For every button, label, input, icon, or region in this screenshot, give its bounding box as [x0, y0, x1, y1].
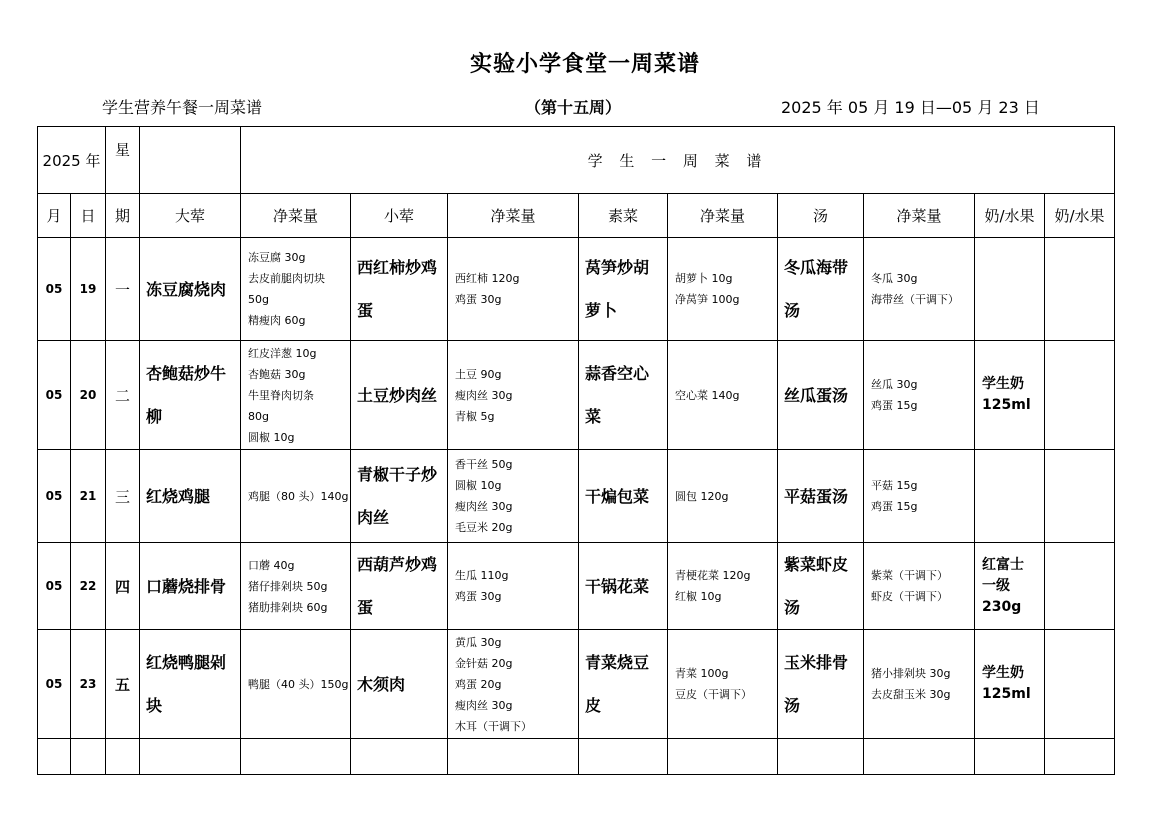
weekday-cell: 五: [106, 630, 140, 739]
veg-dish-cell: 青菜烧豆皮: [579, 630, 668, 739]
col-header-veg-qty: 净菜量: [668, 194, 778, 238]
ingredient-line: 瘦肉丝 30g: [455, 388, 513, 402]
small-dish-cell: 西葫芦炒鸡蛋: [351, 543, 448, 630]
soup-dish-cell: 丝瓜蛋汤: [778, 341, 864, 450]
month-cell: 05: [38, 450, 71, 543]
empty-cell: [448, 739, 579, 775]
milk-fruit-cell: 学生奶 125ml: [975, 341, 1045, 450]
menu-span-title: 学 生 一 周 菜 谱: [241, 127, 1115, 194]
ingredient-line: 紫菜（干调下）: [871, 569, 949, 582]
col-header-milk-fruit-1: 奶/水果: [975, 194, 1045, 238]
soup-dish-cell: 紫菜虾皮汤: [778, 543, 864, 630]
ingredient-line: 80g: [248, 409, 269, 423]
main-dish-cell: 红烧鸡腿: [140, 450, 241, 543]
empty-cell: [864, 739, 975, 775]
day-cell: 21: [71, 450, 106, 543]
ingredient-line: 猪仔排剁块 50g: [248, 579, 328, 593]
ingredient-line: 口蘑 40g: [248, 558, 295, 572]
ingredient-line: 青椒 5g: [455, 409, 495, 423]
veg-qty-cell: [668, 630, 778, 739]
day-cell: 23: [71, 630, 106, 739]
col-header-veg-dish: 素菜: [579, 194, 668, 238]
ingredient-line: 净莴笋 100g: [675, 293, 740, 306]
ingredient-line: 猪小排剁块 30g: [871, 667, 951, 680]
soup-qty-cell: [864, 238, 975, 341]
ingredient-line: 毛豆米 20g: [455, 521, 513, 534]
ingredient-line: 黄瓜 30g: [455, 635, 502, 649]
ingredient-line: 金针菇 20g: [455, 656, 513, 670]
ingredient-line: 圆包 120g: [675, 489, 729, 503]
empty-cell: [579, 739, 668, 775]
empty-cell: [38, 739, 71, 775]
small-qty-cell: [448, 543, 579, 630]
main-dish-cell: 杏鲍菇炒牛柳: [140, 341, 241, 450]
weekday-label-bottom: 期: [106, 194, 140, 238]
year-cell: 2025 年: [38, 127, 106, 194]
empty-cell: [106, 739, 140, 775]
ingredient-line: 鸭腿（40 头）150g: [248, 677, 349, 691]
ingredient-line: 冻豆腐 30g: [248, 251, 306, 264]
ingredient-line: 生瓜 110g: [455, 569, 509, 582]
ingredient-line: 圆椒 10g: [248, 430, 295, 444]
main-dish-cell: 红烧鸭腿剁块: [140, 630, 241, 739]
ingredient-line: 猪肋排剁块 60g: [248, 600, 328, 614]
milk-fruit-cell: [975, 450, 1045, 543]
ingredient-line: 香干丝 50g: [455, 458, 513, 471]
empty-cell: [975, 739, 1045, 775]
ingredient-line: 去皮前腿肉切块: [248, 272, 326, 285]
weekday-label-top: 星: [106, 127, 140, 194]
ingredient-line: 去皮甜玉米 30g: [871, 688, 951, 701]
subtitle-left: 学生营养午餐一周菜谱: [102, 98, 263, 117]
ingredient-line: 豆皮（干调下）: [675, 688, 753, 701]
ingredient-line: 红皮洋葱 10g: [248, 346, 317, 360]
col-header-milk-fruit-2: 奶/水果: [1045, 194, 1115, 238]
small-qty-cell: [448, 450, 579, 543]
ingredient-line: 鸡腿（80 头）140g: [248, 489, 349, 503]
veg-dish-cell: 蒜香空心菜: [579, 341, 668, 450]
small-dish-cell: 西红柿炒鸡蛋: [351, 238, 448, 341]
milk-fruit-cell: 学生奶 125ml: [975, 630, 1045, 739]
col-header-small-dish: 小荤: [351, 194, 448, 238]
empty-row: [38, 739, 1115, 775]
milk-fruit-cell-2: [1045, 543, 1115, 630]
header-row-2: [38, 194, 1115, 238]
ingredient-line: 鸡蛋 30g: [455, 293, 502, 306]
ingredient-line: 红椒 10g: [675, 590, 722, 603]
empty-cell: [241, 739, 351, 775]
ingredient-line: 青梗花菜 120g: [675, 569, 751, 582]
soup-qty-cell: [864, 630, 975, 739]
weekday-cell: 二: [106, 341, 140, 450]
empty-cell: [778, 739, 864, 775]
small-qty-cell: [448, 630, 579, 739]
table-row: [38, 543, 1115, 630]
month-cell: 05: [38, 341, 71, 450]
ingredient-line: 鸡蛋 15g: [871, 500, 918, 513]
ingredient-line: 鸡蛋 15g: [871, 399, 918, 412]
col-header-main-qty: 净菜量: [241, 194, 351, 238]
ingredient-line: 50g: [248, 293, 269, 306]
ingredient-line: 胡萝卜 10g: [675, 272, 733, 285]
day-cell: 20: [71, 341, 106, 450]
ingredient-line: 土豆 90g: [455, 367, 502, 381]
milk-fruit-cell-2: [1045, 238, 1115, 341]
ingredient-line: 西红柿 120g: [455, 272, 520, 285]
small-qty-cell: [448, 238, 579, 341]
soup-qty-cell: [864, 450, 975, 543]
date-range: 2025 年 05 月 19 日—05 月 23 日: [781, 98, 1040, 117]
veg-dish-cell: 莴笋炒胡萝卜: [579, 238, 668, 341]
ingredient-line: 木耳（干调下）: [455, 719, 533, 733]
soup-dish-cell: 玉米排骨汤: [778, 630, 864, 739]
table-row: [38, 238, 1115, 341]
ingredient-line: 鸡蛋 20g: [455, 677, 502, 691]
day-label: 日: [71, 194, 106, 238]
menu-table: [37, 126, 1115, 775]
table-row: [38, 630, 1115, 739]
veg-qty-cell: [668, 450, 778, 543]
milk-fruit-cell-2: [1045, 450, 1115, 543]
month-cell: 05: [38, 543, 71, 630]
ingredient-line: 虾皮（干调下）: [871, 590, 949, 603]
main-qty-cell: [241, 341, 351, 450]
ingredient-line: 冬瓜 30g: [871, 272, 918, 285]
veg-dish-cell: 干锅花菜: [579, 543, 668, 630]
table-row: [38, 341, 1115, 450]
small-dish-cell: 土豆炒肉丝: [351, 341, 448, 450]
veg-dish-cell: 干煸包菜: [579, 450, 668, 543]
small-dish-cell: 木须肉: [351, 630, 448, 739]
main-dish-cell: 口蘑烧排骨: [140, 543, 241, 630]
soup-dish-cell: 平菇蛋汤: [778, 450, 864, 543]
col-header-soup-dish: 汤: [778, 194, 864, 238]
ingredient-line: 圆椒 10g: [455, 479, 502, 492]
header-row-1: [38, 127, 1115, 194]
month-cell: 05: [38, 630, 71, 739]
veg-qty-cell: [668, 238, 778, 341]
ingredient-line: 空心菜 140g: [675, 388, 740, 402]
col-header-main-dish: 大荤: [140, 194, 241, 238]
milk-fruit-cell: [975, 238, 1045, 341]
main-dish-cell: 冻豆腐烧肉: [140, 238, 241, 341]
main-qty-cell: [241, 450, 351, 543]
empty-cell: [71, 739, 106, 775]
ingredient-line: 瘦肉丝 30g: [455, 500, 513, 513]
day-cell: 19: [71, 238, 106, 341]
ingredient-line: 鸡蛋 30g: [455, 590, 502, 603]
veg-qty-cell: [668, 341, 778, 450]
milk-fruit-cell-2: [1045, 341, 1115, 450]
ingredient-line: 瘦肉丝 30g: [455, 698, 513, 712]
month-label: 月: [38, 194, 71, 238]
empty-cell: [351, 739, 448, 775]
soup-dish-cell: 冬瓜海带汤: [778, 238, 864, 341]
small-qty-cell: [448, 341, 579, 450]
empty-cell: [1045, 739, 1115, 775]
ingredient-line: 杏鲍菇 30g: [248, 367, 306, 381]
empty-cell: [140, 739, 241, 775]
page-title: 实验小学食堂一周菜谱: [469, 52, 700, 77]
weekday-cell: 三: [106, 450, 140, 543]
veg-qty-cell: [668, 543, 778, 630]
table-row: [38, 450, 1115, 543]
soup-qty-cell: [864, 341, 975, 450]
ingredient-line: 平菇 15g: [871, 479, 918, 492]
ingredient-line: 牛里脊肉切条: [248, 388, 315, 402]
month-cell: 05: [38, 238, 71, 341]
col-header-soup-qty: 净菜量: [864, 194, 975, 238]
weekday-cell: 一: [106, 238, 140, 341]
weekday-cell: 四: [106, 543, 140, 630]
soup-qty-cell: [864, 543, 975, 630]
ingredient-line: 精瘦肉 60g: [248, 314, 306, 327]
main-qty-cell: [241, 543, 351, 630]
empty-cell: [668, 739, 778, 775]
ingredient-line: 海带丝（干调下）: [871, 293, 960, 306]
main-qty-cell: [241, 238, 351, 341]
milk-fruit-cell: 红富士一级 230g: [975, 543, 1045, 630]
col-header-small-qty: 净菜量: [448, 194, 579, 238]
ingredient-line: 丝瓜 30g: [871, 378, 918, 391]
day-cell: 22: [71, 543, 106, 630]
main-qty-cell: [241, 630, 351, 739]
milk-fruit-cell-2: [1045, 630, 1115, 739]
small-dish-cell: 青椒干子炒肉丝: [351, 450, 448, 543]
ingredient-line: 青菜 100g: [675, 667, 729, 680]
week-number: （第十五周）: [525, 98, 622, 117]
blank-header-cell: [140, 127, 241, 194]
